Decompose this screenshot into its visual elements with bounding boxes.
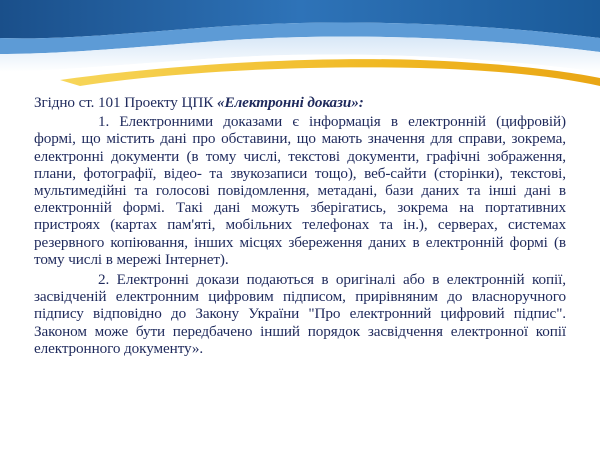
paragraph-1: 1. Електронними доказами є інформація в електронній (цифровій) формі, що містить дані про обставини, що мають значення для справи, зокрема, електронні документи (в тому числі, текстові документи, графічні зображення, плани, фотографії, відео- та звукозаписи тощо), веб-сайти (сторінки), текстові, мультимедійні та голосові повідомлення, метадані, бази даних та інші дані в електронній формі. Такі дані можуть зберігатись, зокрема на портативних пристроях (картах пам'яті, мобільних телефонах та ін.), серверах, системах резервного копіювання, інших місцях збереження даних в електронній формі (в тому числі в мережі Інтернет). bbox=[34, 113, 566, 268]
heading-prefix: Згідно ст. 101 Проекту ЦПК bbox=[34, 94, 217, 111]
paragraph-2: 2. Електронні докази подаються в оригіналі або в електронній копії, засвідченій електронним цифровим підписом, прирівняним до власноручного підпису відповідно до Закону України "Про електронний цифровий підпис". Законом може бути передбачено інший порядок засвідчення електронної копії електронного документу». bbox=[34, 271, 566, 357]
slide-heading bbox=[34, 94, 566, 111]
decorative-header-waves bbox=[0, 0, 600, 100]
slide-content bbox=[34, 94, 566, 360]
heading-emphasis: «Електронні докази»: bbox=[216, 94, 364, 111]
